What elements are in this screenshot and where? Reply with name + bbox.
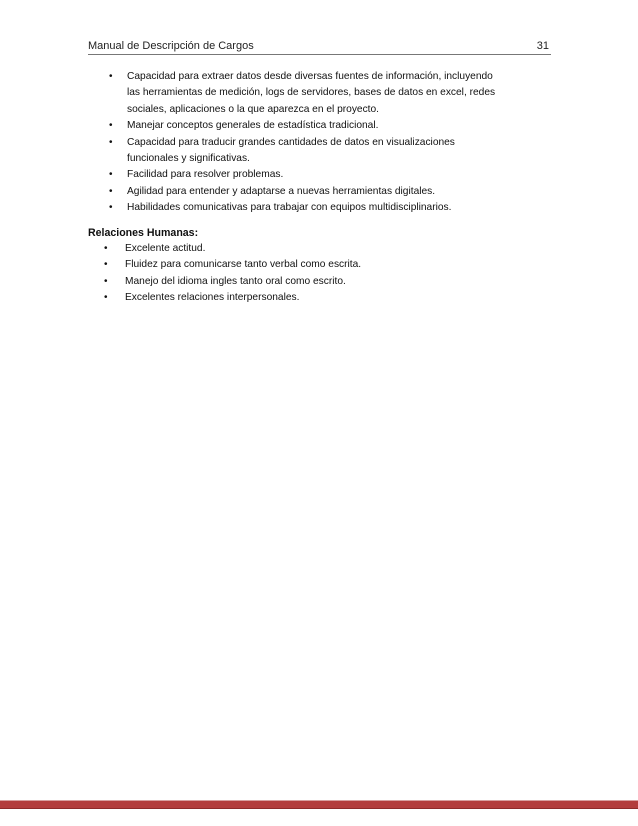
human-relations-text: Manejo del idioma ingles tanto oral como escrito. [125,275,346,287]
skills-list-item [88,69,549,118]
human-relations-list-item [88,274,545,290]
human-relations-text: Excelente actitud. [125,243,206,255]
human-relations-list [88,241,551,307]
bullet-icon: • [109,169,113,181]
skills-list-item [88,200,549,216]
skill-line: funcionales y significativas. [127,153,250,165]
skill-line: Capacidad para traducir grandes cantidades de datos en visualizaciones [127,136,455,148]
skill-line: Facilidad para resolver problemas. [127,169,284,181]
skill-line: Habilidades comunicativas para trabajar con equipos multidisciplinarios. [127,202,452,214]
bullet-icon: • [104,275,108,287]
bullet-icon: • [109,202,113,214]
page-content [88,69,551,307]
bullet-icon: • [104,259,108,271]
human-relations-list-item [88,257,545,273]
human-relations-list-item [88,241,545,257]
page-header [88,38,551,54]
bullet-icon: • [109,71,113,82]
skills-list-item [88,167,549,183]
skill-line: sociales, aplicaciones o la que aparezca en el proyecto. [127,103,380,115]
human-relations-text: Excelentes relaciones interpersonales. [125,292,300,304]
skills-list [88,69,551,217]
skills-list-item [88,135,549,168]
skill-line: las herramientas de medición, logs de servidores, bases de datos en excel, redes [127,87,496,99]
bullet-icon: • [104,292,108,304]
skill-line: Agilidad para entender y adaptarse a nuevas herramientas digitales. [127,185,436,197]
document-title: Manual de Descripción de Cargos [88,40,254,52]
bullet-icon: • [109,136,113,148]
skills-list-item [88,184,549,200]
skill-line: Capacidad para extraer datos desde diversas fuentes de información, incluyendo [127,71,493,82]
page-number: 31 [536,40,549,52]
skills-list-item [88,118,549,134]
footer-band [0,800,638,809]
section-title-relaciones-humanas: Relaciones Humanas: [88,226,199,239]
bullet-icon: • [104,243,108,255]
bullet-icon: • [109,120,113,132]
human-relations-text: Fluidez para comunicarse tanto verbal como escrita. [125,259,362,271]
human-relations-list-item [88,290,545,306]
header-divider [88,54,551,55]
skill-line: Manejar conceptos generales de estadística tradicional. [127,120,379,132]
bullet-icon: • [109,185,113,197]
